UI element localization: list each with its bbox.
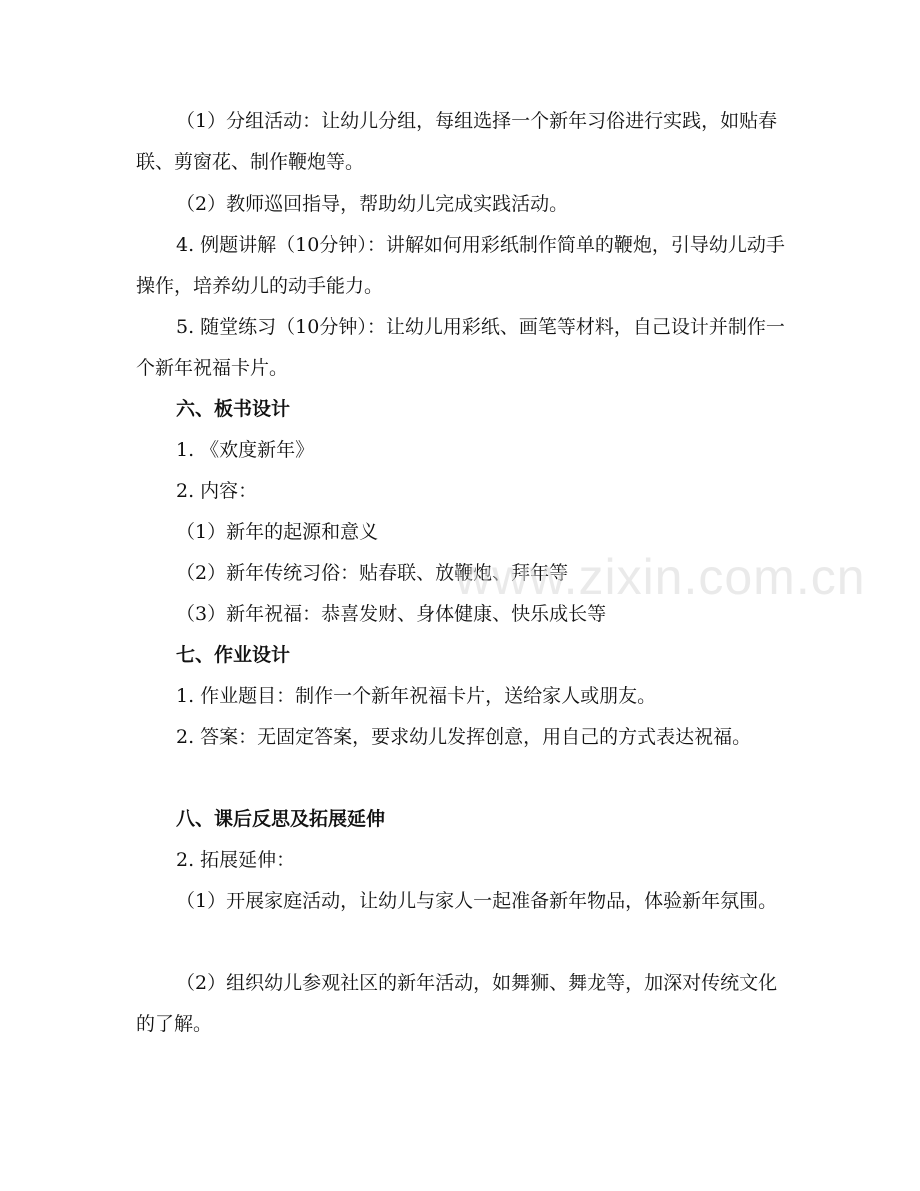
paragraph-traditions: （2）新年传统习俗：贴春联、放鞭炮、拜年等 [176, 562, 569, 584]
section-heading-reflection: 八、课后反思及拓展延伸 [176, 808, 386, 830]
paragraph-homework-answer: 2. 答案：无固定答案，要求幼儿发挥创意，用自己的方式表达祝福。 [176, 726, 752, 748]
paragraph-classroom-practice: 5. 随堂练习（10分钟）：让幼儿用彩纸、画笔等材料，自己设计并制作一个新年祝福卡片。 [136, 316, 785, 379]
paragraph-board-content: 2. 内容： [176, 480, 258, 502]
paragraph-board-title: 1. 《欢度新年》 [176, 439, 315, 461]
paragraph-example-explanation: 4. 例题讲解（10分钟）：讲解如何用彩纸制作简单的鞭炮，引导幼儿动手操作，培养幼儿的动手能力。 [136, 234, 785, 297]
section-heading-board-design: 六、板书设计 [176, 398, 291, 420]
paragraph-homework-topic: 1. 作业题目：制作一个新年祝福卡片，送给家人或朋友。 [176, 685, 657, 707]
watermark: www.zixin.com.cn [455, 549, 866, 605]
paragraph-group-activity: （1）分组活动：让幼儿分组，每组选择一个新年习俗进行实践，如贴春联、剪窗花、制作鞭炮等。 [136, 110, 778, 173]
paragraph-teacher-guidance: （2）教师巡回指导，帮助幼儿完成实践活动。 [176, 193, 569, 215]
paragraph-origin-meaning: （1）新年的起源和意义 [176, 521, 379, 543]
paragraph-community-visit: （2）组织幼儿参观社区的新年活动，如舞狮、舞龙等，加深对传统文化的了解。 [136, 972, 778, 1035]
paragraph-extension-title: 2. 拓展延伸： [176, 849, 296, 871]
paragraph-family-activity: （1）开展家庭活动，让幼儿与家人一起准备新年物品，体验新年氛围。 [176, 890, 778, 912]
section-heading-homework: 七、作业设计 [176, 644, 291, 666]
paragraph-blessings: （3）新年祝福：恭喜发财、身体健康、快乐成长等 [176, 603, 607, 625]
